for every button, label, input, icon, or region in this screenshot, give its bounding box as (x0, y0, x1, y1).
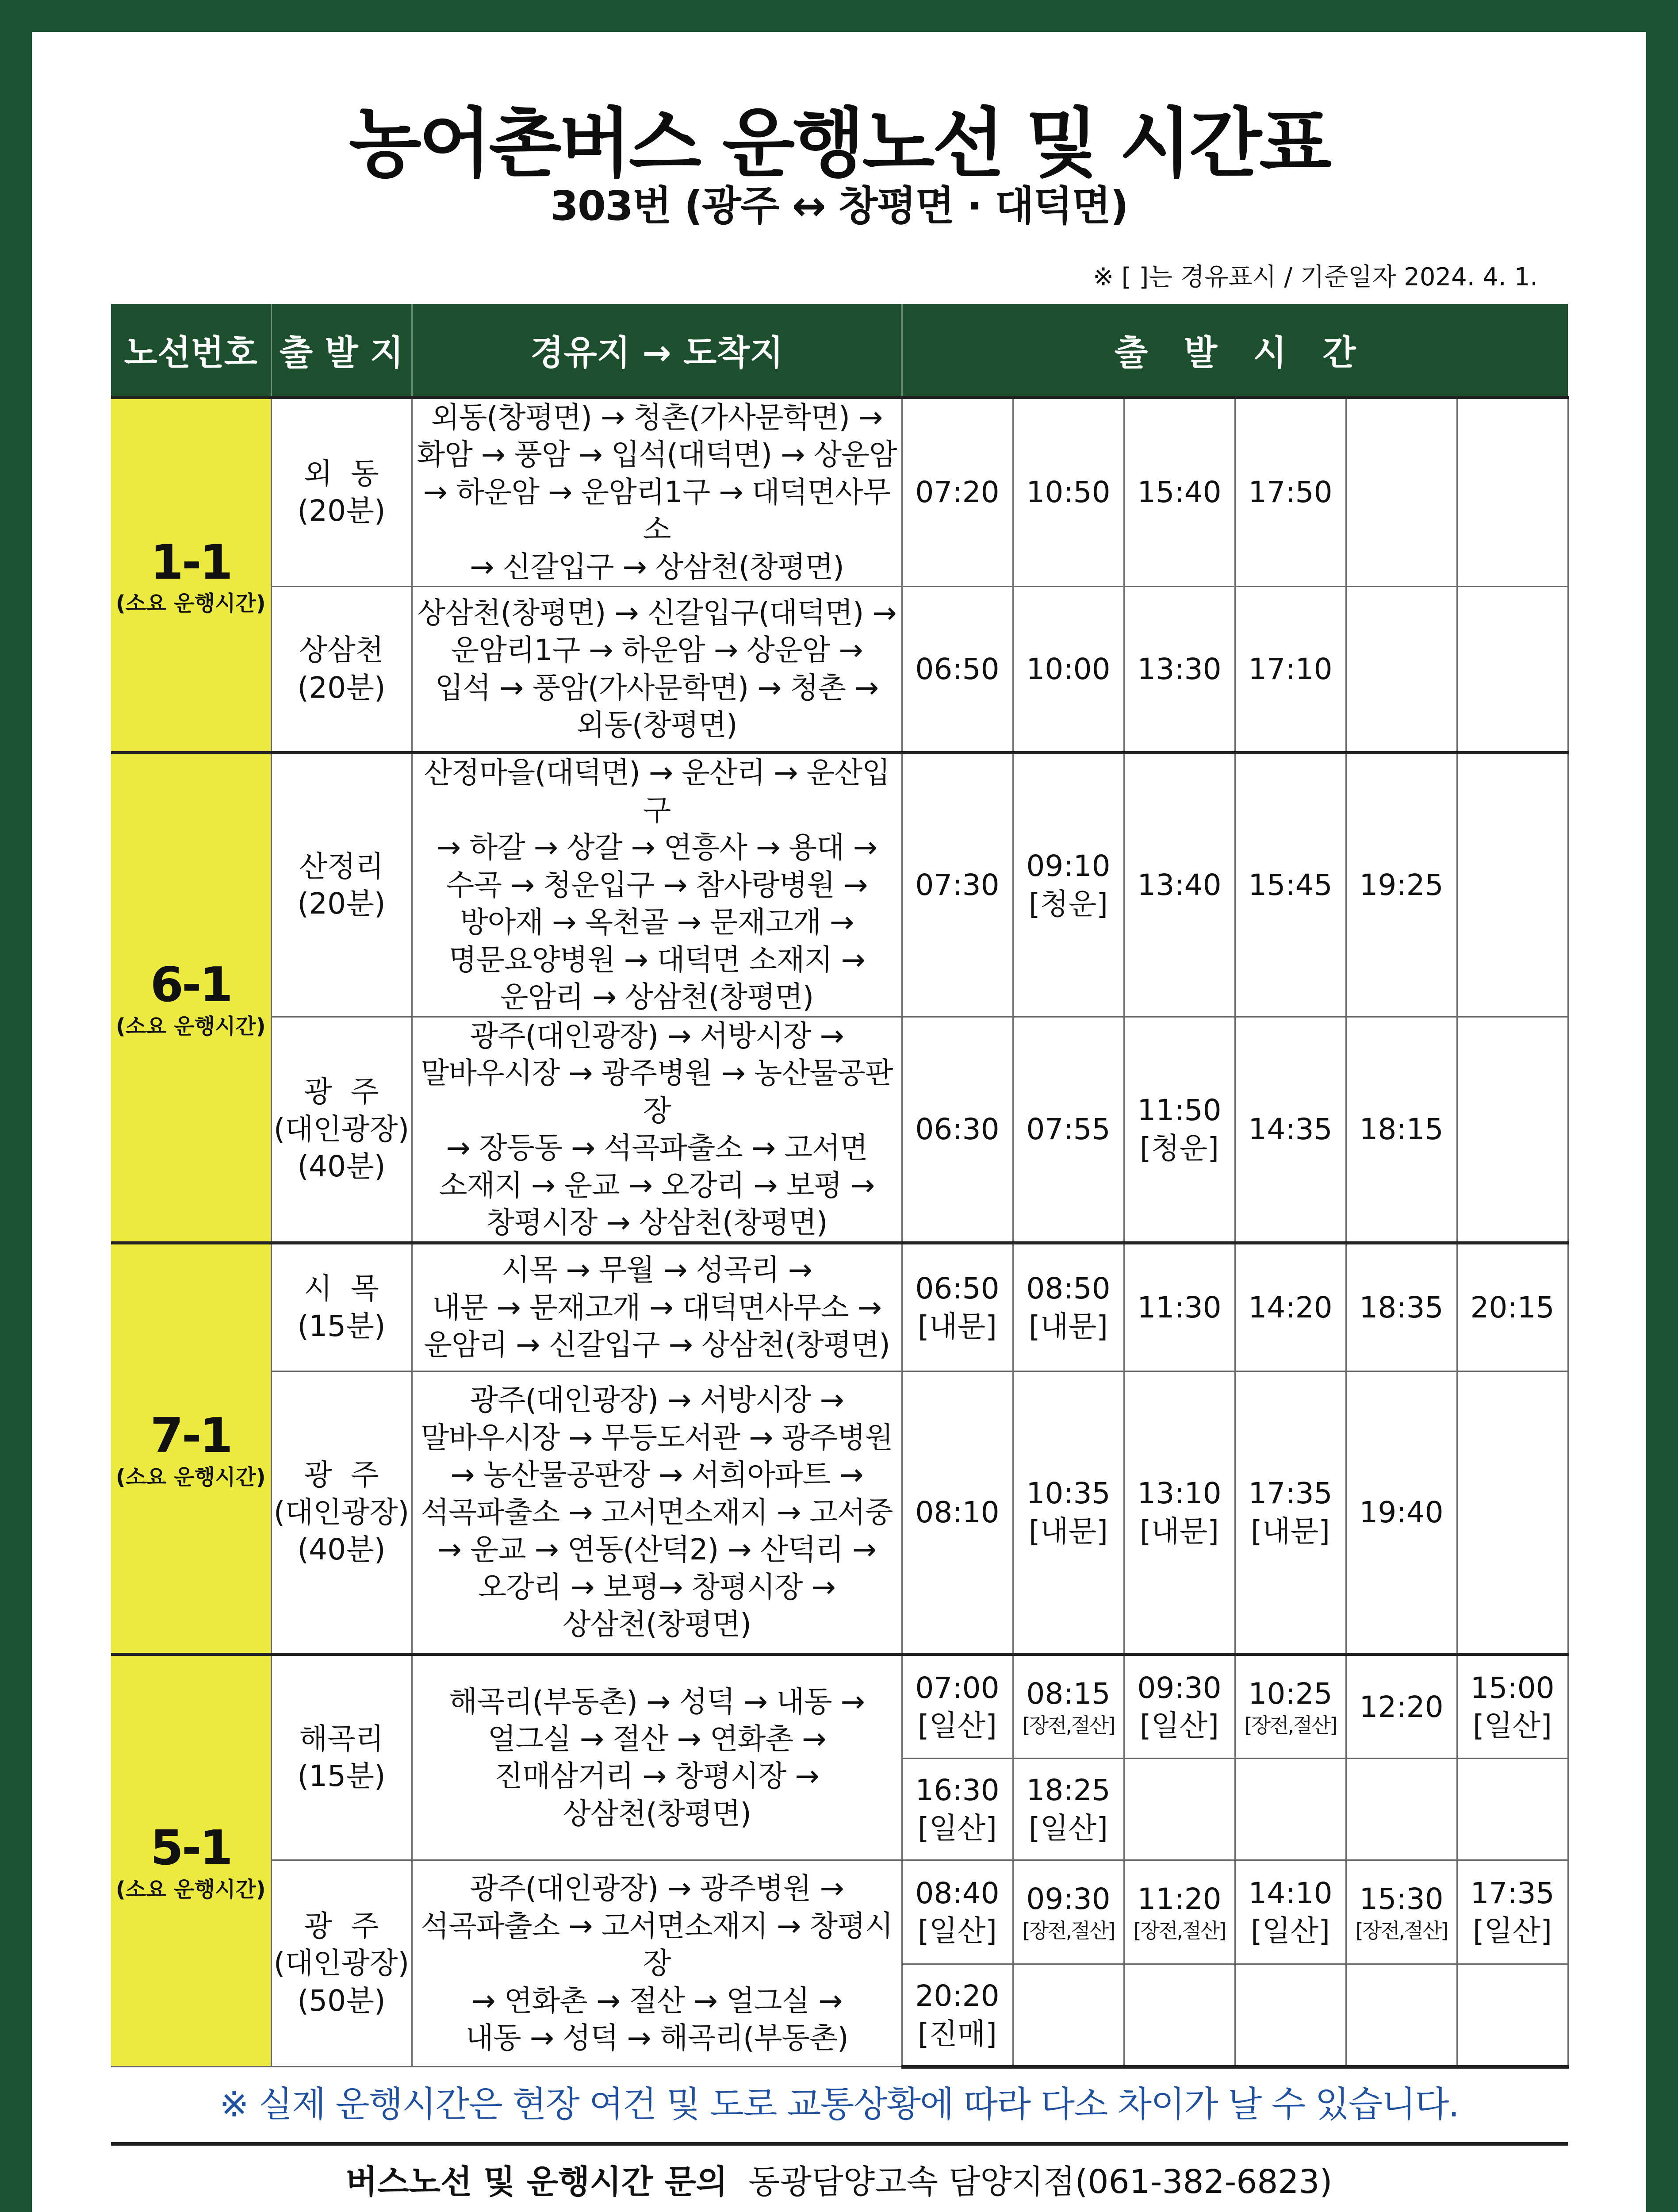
departure-time: 08:10 (915, 1495, 1000, 1530)
route-path-line: 외동(창평면) → 청촌(가사문학면) → (431, 400, 883, 434)
divider (111, 2142, 1568, 2146)
departure-time: 10:50 (1026, 475, 1111, 510)
departure-time-cell (902, 587, 1013, 753)
origin-duration: (40분) (297, 1149, 386, 1184)
departure-time-cell (1235, 1371, 1346, 1655)
route-number-cell (111, 1243, 271, 1655)
departure-time: 15:45 (1248, 868, 1333, 902)
route-number-cell (111, 753, 271, 1243)
via-stop: [진매] (917, 2016, 997, 2051)
contact-label: 버스노선 및 운행시간 문의 (345, 2163, 728, 2201)
route-path-line: 운암리1구 → 하운암 → 상운암 → (451, 633, 863, 668)
departure-time-cell (1235, 753, 1346, 1017)
route-path-line: → 하운암 → 운암리1구 → 대덕면사무소 (423, 475, 891, 547)
route-path-line: → 하갈 → 상갈 → 연흥사 → 용대 → (436, 830, 877, 865)
departure-time-cell (1013, 587, 1124, 753)
departure-time: 09:10 (1026, 849, 1111, 883)
page-title: 농어촌버스 운행노선 및 시간표 (349, 100, 1329, 188)
departure-time-cell (1235, 1759, 1346, 1860)
timetable-sheet (32, 32, 1646, 2212)
departure-time: 14:20 (1248, 1290, 1333, 1325)
departure-time-cell (1013, 753, 1124, 1017)
route-path-line: 석곡파출소 → 고서면소재지 → 고서중 (421, 1495, 893, 1529)
origin-name: 해곡리 (299, 1721, 384, 1756)
route-path-line: 화암 → 풍암 → 입석(대덕면) → 상운암 (417, 438, 897, 472)
table-row (111, 1017, 1568, 1243)
departure-time-cell (1124, 1243, 1235, 1371)
departure-time-cell (1457, 1017, 1568, 1243)
origin-cell (271, 1017, 412, 1243)
departure-time-cell (1235, 1655, 1346, 1759)
route-path-cell (412, 1371, 902, 1655)
departure-time: 13:40 (1137, 868, 1222, 902)
origin-name: 광 주 (304, 1075, 379, 1109)
via-stop: [일산] (1473, 1914, 1552, 1948)
origin-cell (271, 1243, 412, 1371)
route-path-line: 외동(창평면) (576, 708, 737, 742)
route-path-cell (412, 587, 902, 753)
departure-time: 20:15 (1470, 1290, 1555, 1325)
departure-time-cell (1457, 398, 1568, 587)
departure-time-cell (1013, 1017, 1124, 1243)
route-duration-label: (소요 운행시간) (115, 1014, 266, 1039)
route-path-line: 상삼천(창평면) (562, 1607, 751, 1642)
via-stop: [장전,절산] (1022, 1919, 1115, 1943)
origin-duration: (15분) (297, 1309, 386, 1343)
route-path-line: 시목 → 무월 → 성곡리 → (501, 1253, 812, 1287)
departure-time: 15:00 (1470, 1671, 1555, 1705)
departure-time-cell (1457, 1964, 1568, 2067)
route-path-line: 운암리 → 상삼천(창평면) (500, 980, 814, 1014)
departure-time-cell (1124, 1759, 1235, 1860)
departure-time: 11:20 (1137, 1882, 1222, 1916)
departure-time-cell (1346, 1017, 1457, 1243)
departure-time: 08:15 (1026, 1676, 1111, 1711)
table-row (111, 1655, 1568, 1759)
route-number: 1-1 (150, 534, 231, 590)
via-stop: [청운] (1139, 1131, 1219, 1166)
departure-time-cell (1346, 1655, 1457, 1759)
departure-time: 06:50 (915, 652, 1000, 686)
departure-time: 07:55 (1026, 1112, 1111, 1147)
departure-time-cell (1124, 1860, 1235, 1964)
departure-time: 19:40 (1359, 1495, 1444, 1530)
via-stop: [일산] (1473, 1709, 1552, 1743)
departure-time: 17:35 (1248, 1476, 1333, 1511)
route-path-cell (412, 1860, 902, 2067)
table-row (111, 1860, 1568, 1964)
departure-time: 17:10 (1248, 652, 1333, 686)
departure-time-cell (1457, 753, 1568, 1017)
departure-time: 20:20 (915, 1978, 1000, 2013)
departure-time-cell (1124, 1371, 1235, 1655)
table-row (111, 398, 1568, 587)
departure-time-cell (1346, 753, 1457, 1017)
table-header-row (111, 304, 1568, 398)
origin-duration: (20분) (297, 670, 386, 705)
route-path-line: 수곡 → 청운입구 → 참사랑병원 → (446, 868, 868, 902)
route-path-line: 산정마을(대덕면) → 운산리 → 운산입구 (424, 756, 890, 827)
departure-time-cell (1457, 1371, 1568, 1655)
departure-time: 07:20 (915, 475, 1000, 510)
departure-time-cell (1457, 1860, 1568, 1964)
route-path-line: 창평시장 → 상삼천(창평면) (486, 1205, 828, 1240)
route-path-line: → 장등동 → 석곡파출소 → 고서면 (446, 1131, 868, 1165)
departure-time-cell (1013, 1964, 1124, 2067)
route-path-line: 입석 → 풍암(가사문학면) → 청촌 → (435, 670, 879, 705)
departure-time-cell (1013, 1759, 1124, 1860)
route-path-line: 명문요양병원 → 대덕면 소재지 → (448, 942, 865, 977)
departure-time-cell (902, 1860, 1013, 1964)
departure-time-cell (1346, 1243, 1457, 1371)
via-stop: [장전,절산] (1355, 1919, 1448, 1943)
origin-duration: (50분) (297, 1983, 386, 2018)
departure-time: 06:50 (915, 1271, 1000, 1306)
route-path-line: → 운교 → 연동(산덕2) → 산덕리 → (437, 1532, 877, 1567)
via-stop: [일산] (1139, 1709, 1219, 1743)
departure-time-cell (1346, 398, 1457, 587)
route-path-cell (412, 1243, 902, 1371)
departure-time: 07:00 (915, 1671, 1000, 1705)
departure-time-cell (1013, 1371, 1124, 1655)
table-row (111, 1371, 1568, 1655)
departure-time: 19:25 (1359, 868, 1444, 902)
departure-time: 10:25 (1248, 1676, 1333, 1711)
departure-time-cell (1346, 1371, 1457, 1655)
departure-time: 18:15 (1359, 1112, 1444, 1147)
route-path-line: → 농산물공판장 → 서희아파트 → (450, 1458, 863, 1492)
route-duration-label: (소요 운행시간) (115, 1464, 266, 1490)
departure-time: 18:35 (1359, 1290, 1444, 1325)
departure-time-cell (1124, 587, 1235, 753)
route-path-line: 상삼천(창평면) → 신갈입구(대덕면) → (417, 595, 896, 630)
via-stop: [일산] (917, 1914, 997, 1948)
departure-time: 13:30 (1137, 652, 1222, 686)
via-stop: [청운] (1028, 887, 1108, 921)
departure-time-cell (1346, 587, 1457, 753)
departure-time-cell (902, 1655, 1013, 1759)
departure-time: 10:35 (1026, 1476, 1111, 1511)
departure-time-cell (902, 1243, 1013, 1371)
departure-time-cell (1124, 1964, 1235, 2067)
contact-line-2 (32, 2206, 1646, 2212)
header-route-no: 노선번호 (111, 304, 271, 398)
disclaimer: ※ 실제 운행시간은 현장 여건 및 도로 교통상황에 따라 다소 차이가 날 수 있습니다. (219, 2084, 1459, 2125)
route-number: 5-1 (150, 1820, 231, 1876)
route-path-line: 말바우시장 → 광주병원 → 농산물공판장 (421, 1056, 893, 1128)
origin-name: 외 동 (304, 456, 379, 491)
legend-note: ※ [ ]는 경유표시 / 기준일자 2024. 4. 1. (1093, 263, 1538, 292)
route-number: 6-1 (150, 957, 231, 1013)
route-path-line: 오강리 → 보평→ 창평시장 → (478, 1570, 835, 1604)
departure-time-cell (902, 1017, 1013, 1243)
origin-subname: (대인광장) (273, 1946, 410, 1981)
departure-time-cell (902, 1964, 1013, 2067)
via-stop: [장전,절산] (1244, 1713, 1337, 1738)
departure-time: 17:35 (1470, 1876, 1555, 1910)
departure-time-cell (1124, 398, 1235, 587)
via-stop: [내문] (1028, 1309, 1108, 1344)
origin-cell (271, 753, 412, 1017)
origin-duration: (40분) (297, 1532, 386, 1567)
departure-time-cell (1346, 1759, 1457, 1860)
origin-cell (271, 1371, 412, 1655)
departure-time-cell (1013, 1655, 1124, 1759)
departure-time: 18:25 (1026, 1773, 1111, 1808)
route-path-line: 얼그실 → 절산 → 연화촌 → (487, 1721, 826, 1756)
origin-name: 산정리 (299, 849, 384, 883)
origin-subname: (대인광장) (273, 1112, 410, 1146)
origin-name: 광 주 (304, 1909, 379, 1943)
route-path-line: 말바우시장 → 무등도서관 → 광주병원 (421, 1420, 893, 1455)
departure-time: 09:30 (1137, 1671, 1222, 1705)
origin-cell (271, 1860, 412, 2067)
route-path-line: 운암리 → 신갈입구 → 상삼천(창평면) (424, 1328, 890, 1362)
departure-time-cell (1013, 398, 1124, 587)
route-number-cell (111, 398, 271, 753)
via-stop: [일산] (917, 1709, 997, 1743)
route-path-line: 해곡리(부동촌) → 성덕 → 내동 → (449, 1684, 865, 1719)
departure-time-cell (1346, 1860, 1457, 1964)
via-stop: [내문] (1139, 1514, 1219, 1548)
departure-time: 07:30 (915, 868, 1000, 902)
timetable-body (111, 398, 1568, 2067)
table-row (111, 1243, 1568, 1371)
route-path-cell (412, 398, 902, 587)
departure-time-cell (1457, 587, 1568, 753)
route-path-line: 진매삼거리 → 창평시장 → (494, 1759, 819, 1793)
origin-duration: (15분) (297, 1759, 386, 1793)
via-stop: [일산] (1028, 1811, 1108, 1845)
departure-time-cell (1235, 1243, 1346, 1371)
route-path-line: 내문 → 문재고개 → 대덕면사무소 → (432, 1290, 881, 1325)
route-path-line: → 연화촌 → 절산 → 얼그실 → (471, 1983, 843, 2018)
departure-time-cell (902, 398, 1013, 587)
departure-time-cell (1124, 1017, 1235, 1243)
origin-cell (271, 587, 412, 753)
route-path-cell (412, 1655, 902, 1860)
origin-subname: (대인광장) (273, 1495, 410, 1529)
contact-info (32, 2158, 1646, 2212)
origin-duration: (20분) (297, 886, 386, 921)
departure-time-cell (1124, 753, 1235, 1017)
contact-phone: 동광담양고속 담양지점(061-382-6823) (748, 2163, 1333, 2201)
route-path-line: 방아재 → 옥천골 → 문재고개 → (460, 905, 854, 940)
route-path-line: 소재지 → 운교 → 오강리 → 보평 → (439, 1168, 875, 1202)
origin-name: 시 목 (304, 1271, 379, 1306)
via-stop: [내문] (1250, 1514, 1330, 1548)
via-stop: [장전,절산] (1022, 1713, 1115, 1738)
departure-time: 11:30 (1137, 1290, 1222, 1325)
origin-name: 광 주 (304, 1458, 379, 1492)
departure-time: 15:30 (1359, 1882, 1444, 1916)
departure-time: 10:00 (1026, 652, 1111, 686)
header-path: 경유지 → 도착지 (412, 304, 902, 398)
via-stop: [장전,절산] (1133, 1919, 1226, 1943)
origin-duration: (20분) (297, 494, 386, 528)
route-path-cell (412, 753, 902, 1017)
route-path-line: → 신갈입구 → 상삼천(창평면) (470, 549, 844, 584)
departure-time: 17:50 (1248, 475, 1333, 510)
departure-time: 08:50 (1026, 1271, 1111, 1306)
departure-time-cell (902, 753, 1013, 1017)
via-stop: [내문] (917, 1309, 997, 1344)
route-number: 7-1 (150, 1408, 231, 1464)
departure-time-cell (902, 1371, 1013, 1655)
departure-time-cell (1457, 1243, 1568, 1371)
departure-time-cell (1013, 1860, 1124, 1964)
route-number-cell (111, 1655, 271, 2067)
route-path-line: 광주(대인광장) → 광주병원 → (470, 1871, 844, 1906)
departure-time: 14:35 (1248, 1112, 1333, 1147)
departure-time-cell (1235, 398, 1346, 587)
departure-time-cell (1346, 1964, 1457, 2067)
via-stop: [내문] (1028, 1514, 1108, 1548)
route-path-line: 석곡파출소 → 고서면소재지 → 창평시장 (421, 1909, 893, 1981)
departure-time: 06:30 (915, 1112, 1000, 1147)
departure-time: 12:20 (1359, 1690, 1444, 1724)
table-row (111, 753, 1568, 1017)
header-departure: 출 발 시 간 (902, 304, 1568, 398)
departure-time-cell (902, 1759, 1013, 1860)
header-origin: 출 발 지 (271, 304, 412, 398)
origin-cell (271, 1655, 412, 1860)
route-path-cell (412, 1017, 902, 1243)
origin-cell (271, 398, 412, 587)
departure-time-cell (1124, 1655, 1235, 1759)
departure-time: 09:30 (1026, 1882, 1111, 1916)
page-subtitle: 303번 (광주 ↔ 창평면 · 대덕면) (550, 182, 1128, 230)
departure-time-cell (1013, 1243, 1124, 1371)
via-stop: [일산] (1250, 1914, 1330, 1948)
route-path-line: 광주(대인광장) → 서방시장 → (470, 1383, 844, 1417)
departure-time: 08:40 (915, 1876, 1000, 1910)
departure-time-cell (1235, 1964, 1346, 2067)
origin-name: 상삼천 (299, 633, 384, 668)
departure-time: 11:50 (1137, 1093, 1222, 1128)
route-duration-label: (소요 운행시간) (115, 1877, 266, 1902)
departure-time-cell (1235, 587, 1346, 753)
departure-time-cell (1235, 1860, 1346, 1964)
route-duration-label: (소요 운행시간) (115, 591, 266, 616)
departure-time: 16:30 (915, 1773, 1000, 1808)
table-row (111, 587, 1568, 753)
departure-time: 15:40 (1137, 475, 1222, 510)
timetable (111, 304, 1569, 2069)
departure-time-cell (1457, 1655, 1568, 1759)
route-path-line: 내동 → 성덕 → 해곡리(부동촌) (465, 2021, 848, 2055)
departure-time-cell (1235, 1017, 1346, 1243)
via-stop: [일산] (917, 1811, 997, 1845)
contact-line-1 (32, 2158, 1646, 2206)
departure-time: 13:10 (1137, 1476, 1222, 1511)
route-path-line: 광주(대인광장) → 서방시장 → (470, 1018, 844, 1053)
route-path-line: 상삼천(창평면) (562, 1796, 751, 1831)
departure-time: 14:10 (1248, 1876, 1333, 1910)
departure-time-cell (1457, 1759, 1568, 1860)
